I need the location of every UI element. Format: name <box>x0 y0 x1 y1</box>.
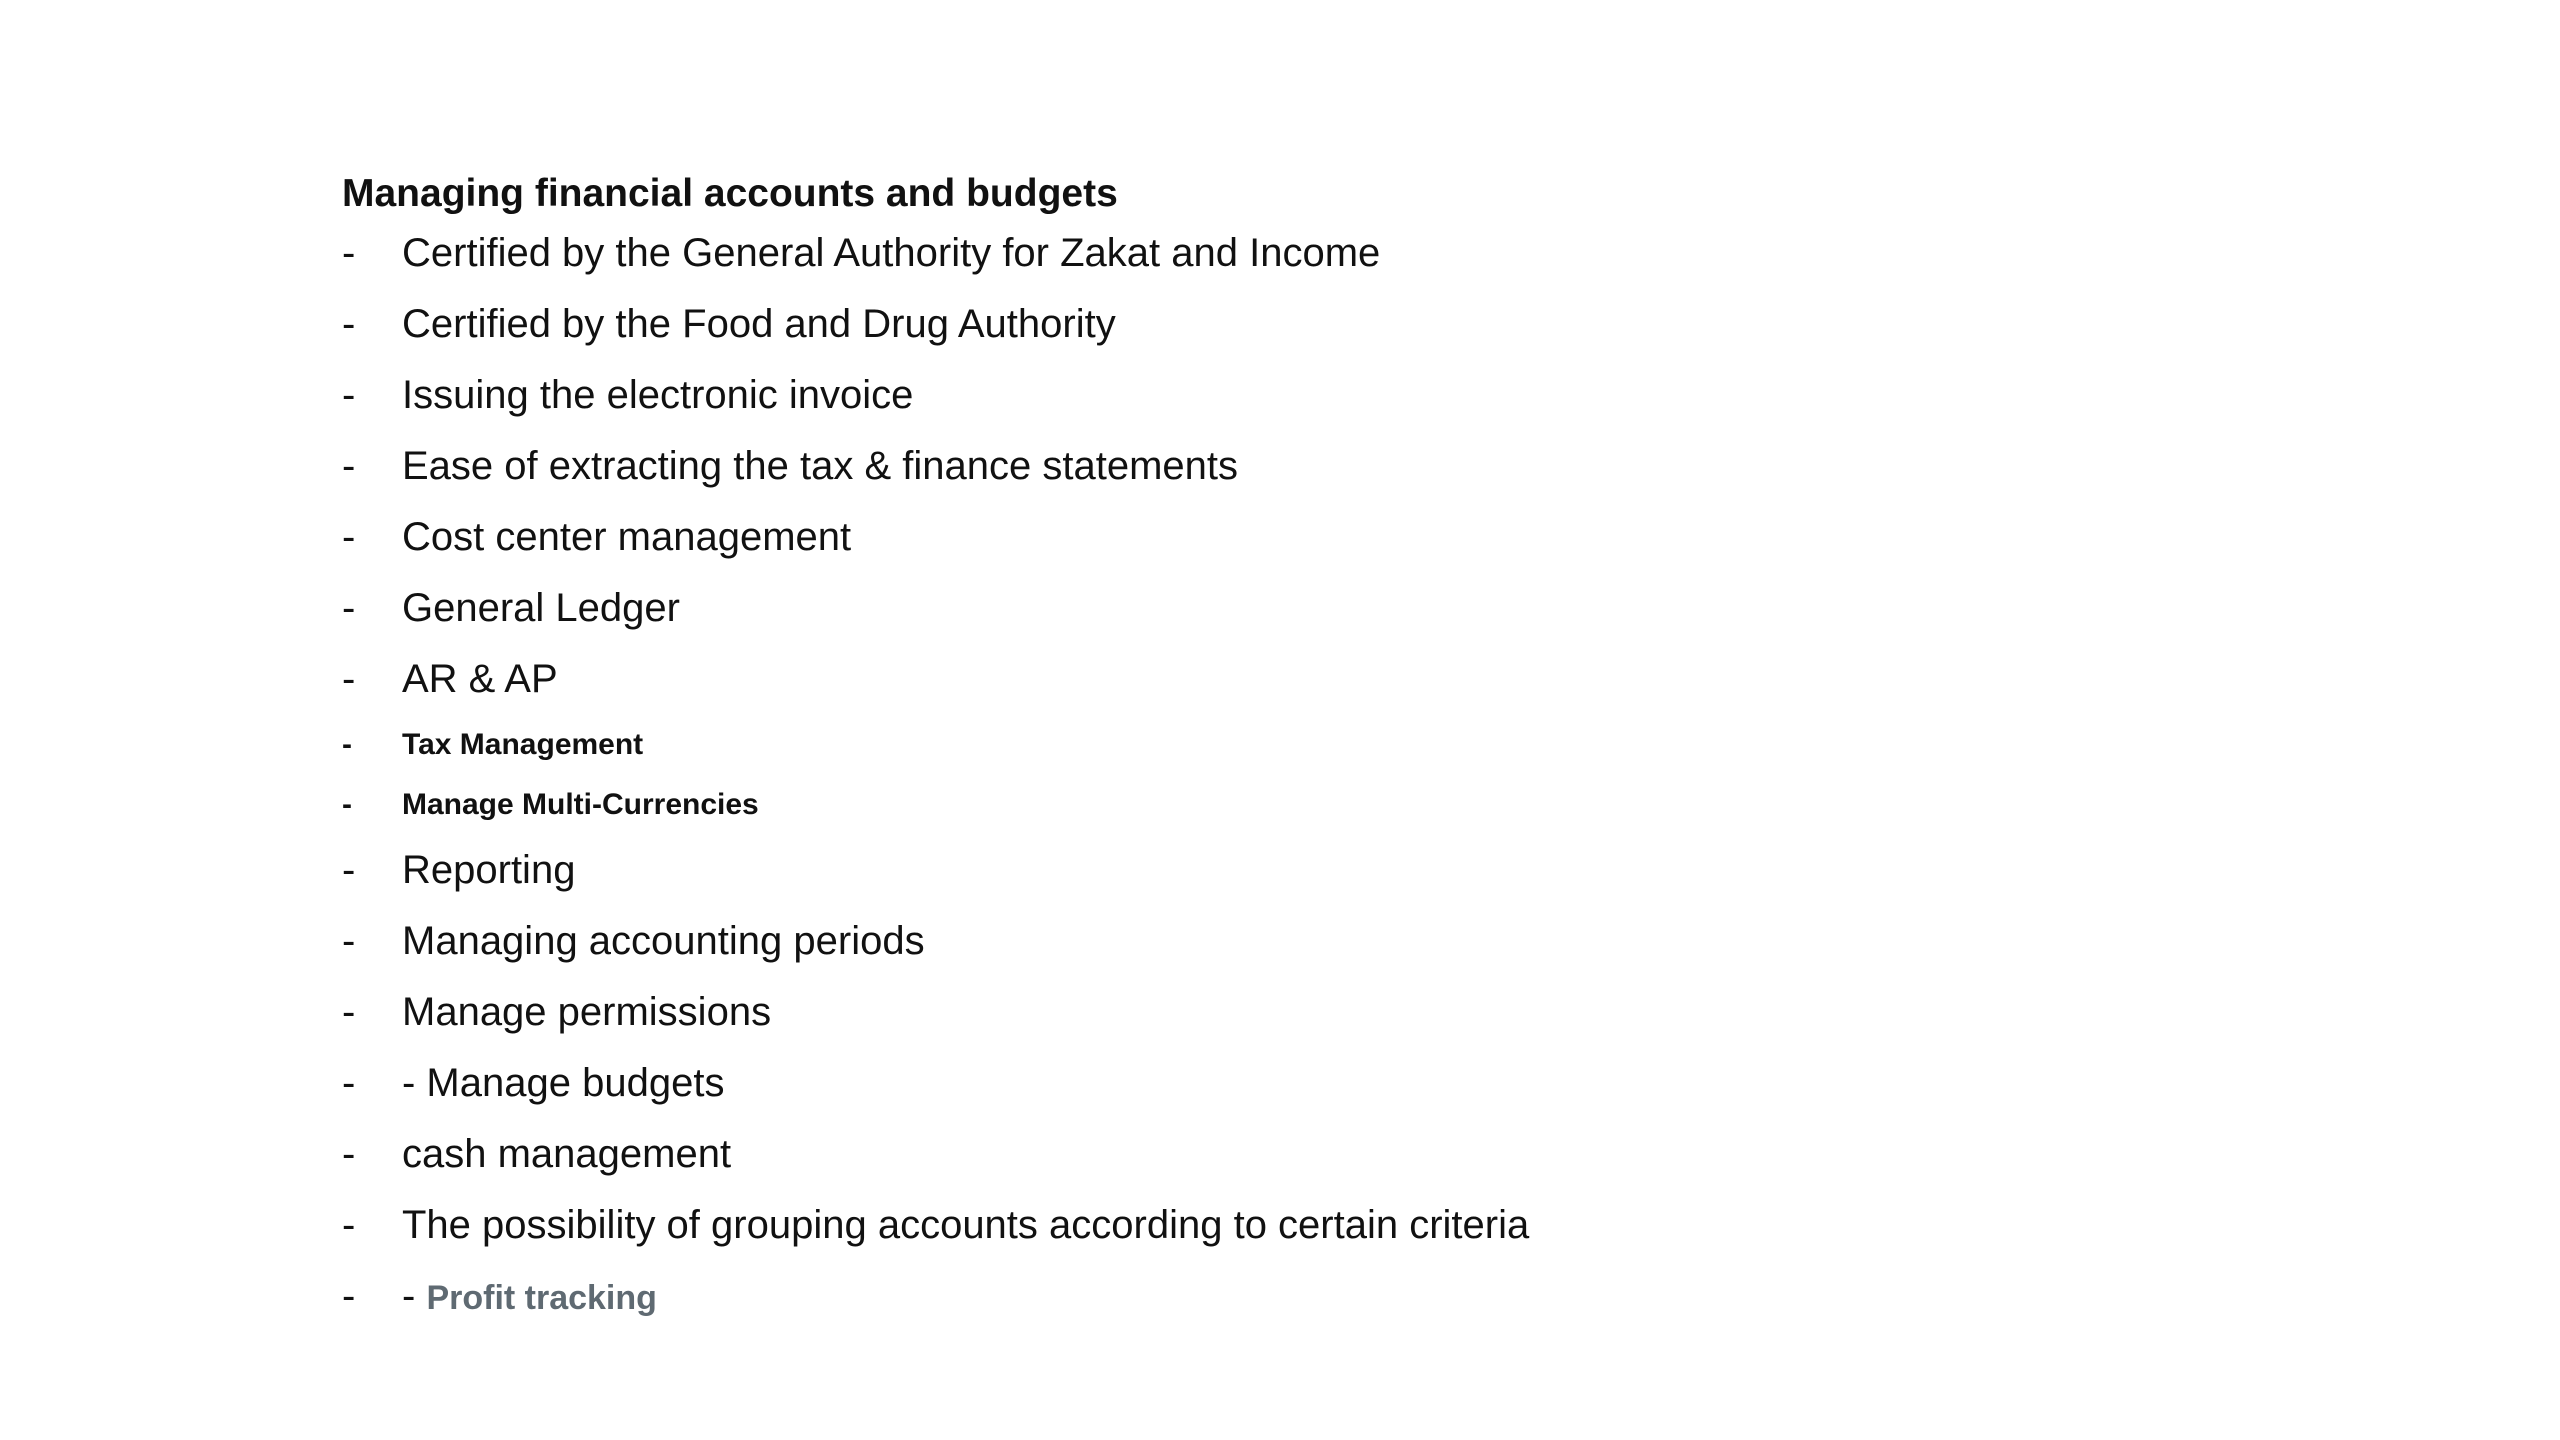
bullet-dash: - <box>342 586 356 630</box>
bullet-dash: - <box>342 848 356 892</box>
list-item-text: Manage Multi-Currencies <box>402 788 759 821</box>
list-item <box>342 1119 2242 1190</box>
list-item <box>342 906 2242 977</box>
list-item <box>342 502 2242 573</box>
list-item <box>342 835 2242 906</box>
list-item <box>342 431 2242 502</box>
list-item-text: cash management <box>402 1132 732 1176</box>
list-item <box>342 715 2242 775</box>
document-body <box>342 170 2242 1332</box>
list-item-text: Manage permissions <box>402 990 772 1034</box>
list-item-text: The possibility of grouping accounts according to certain criteria <box>402 1203 1530 1247</box>
list-item-text: Reporting <box>402 848 576 892</box>
list-item <box>342 360 2242 431</box>
list-item-text: Ease of extracting the tax & finance statements <box>402 444 1239 488</box>
bullet-dash: - <box>342 302 356 346</box>
bullet-dash: - <box>342 444 356 488</box>
bullet-dash: - <box>342 1061 356 1105</box>
bullet-dash: - <box>342 231 356 275</box>
list-item-text: Tax Management <box>402 728 644 761</box>
list-item <box>342 775 2242 835</box>
list-item-text: - Manage budgets <box>402 1061 725 1105</box>
list-item <box>342 977 2242 1048</box>
list-item <box>342 1261 2242 1332</box>
list-item <box>342 573 2242 644</box>
inline-dash-prefix: - <box>402 1274 427 1318</box>
list-item-text: General Ledger <box>402 586 680 630</box>
bullet-dash: - <box>342 919 356 963</box>
bullet-dash: - <box>342 1274 356 1318</box>
list-item-text: AR & AP <box>402 657 558 701</box>
list-item <box>342 218 2242 289</box>
list-item <box>342 1190 2242 1261</box>
feature-list <box>342 218 2242 1332</box>
bullet-dash: - <box>342 515 356 559</box>
bullet-dash: - <box>342 1203 356 1247</box>
list-item-text: Cost center management <box>402 515 852 559</box>
list-item-text <box>402 1261 657 1334</box>
document-title: Managing financial accounts and budgets <box>342 172 1118 215</box>
list-item <box>342 644 2242 715</box>
bullet-dash: - <box>342 990 356 1034</box>
list-item-text: Managing accounting periods <box>402 919 925 963</box>
bullet-dash: - <box>342 657 356 701</box>
bullet-dash: - <box>342 728 352 761</box>
list-item <box>342 289 2242 360</box>
profit-tracking-text: Profit tracking <box>426 1279 657 1317</box>
bullet-dash: - <box>342 788 352 821</box>
list-item-text: Certified by the General Authority for Zakat and Income <box>402 231 1381 275</box>
bullet-dash: - <box>342 1132 356 1176</box>
list-item <box>342 1048 2242 1119</box>
list-item-text: Issuing the electronic invoice <box>402 373 914 417</box>
bullet-dash: - <box>342 373 356 417</box>
list-item-text: Certified by the Food and Drug Authority <box>402 302 1116 346</box>
